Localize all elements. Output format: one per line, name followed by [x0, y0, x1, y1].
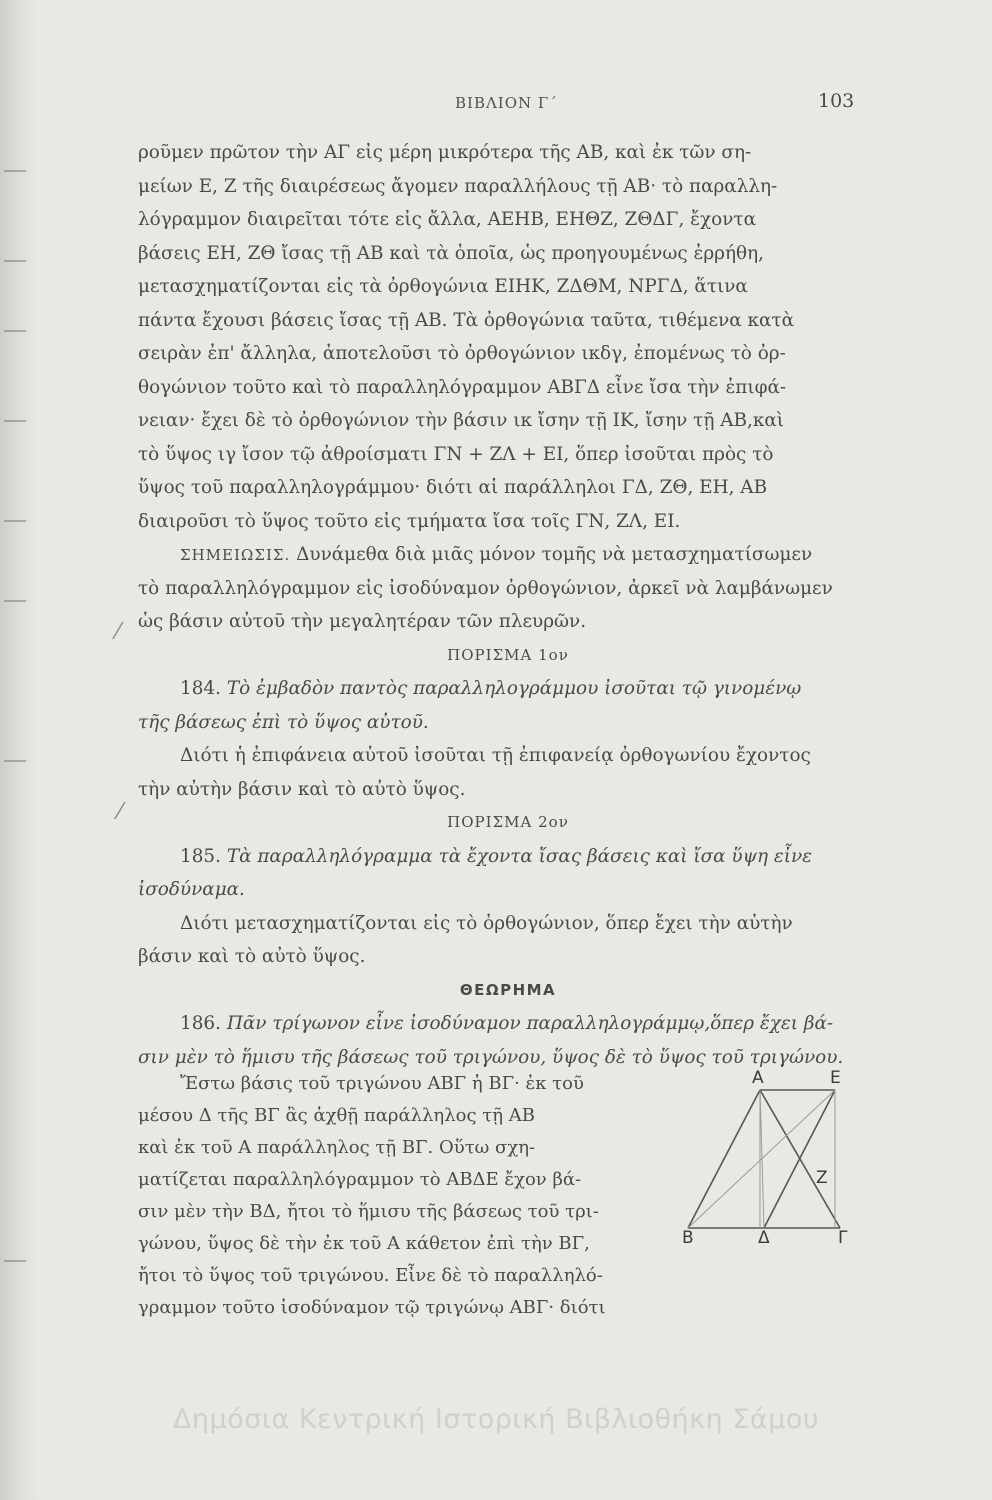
- diagonal-line: [760, 1090, 764, 1228]
- proof-line: βάσιν καὶ τὸ αὐτὸ ὕψος.: [138, 946, 366, 967]
- proof-line: καὶ ἐκ τοῦ Α παράλληλος τῇ ΒΓ. Οὕτω σχη-: [138, 1137, 536, 1158]
- library-watermark: Δημόσια Κεντρική Ιστορική Βιβλιοθήκη Σάμου: [172, 1404, 820, 1435]
- gutter-mark: [4, 170, 26, 172]
- page-header: [0, 90, 992, 118]
- theorem-heading: ΘΕΩΡΗΜΑ: [459, 980, 557, 999]
- main-text: [138, 136, 878, 1074]
- gutter-mark: [4, 600, 26, 602]
- point-label: Δ: [758, 1228, 770, 1248]
- gutter-mark: [4, 760, 26, 762]
- section-number: 184.: [180, 678, 221, 699]
- point-label: Α: [752, 1068, 764, 1088]
- side-ED: [764, 1090, 835, 1228]
- margin-pencil-mark: ⁄: [118, 800, 122, 825]
- point-label: Β: [682, 1228, 694, 1248]
- geometry-figure: [680, 1068, 890, 1298]
- text-line: τὸ ὕψος ιγ ἴσον τῷ ἀθροίσματι ΓΝ + ΖΛ + ΕΙ, ὅπερ ἰσοῦται πρὸς τὸ: [138, 443, 774, 465]
- text-line: ροῦμεν πρῶτον τὴν ΑΓ εἰς μέρη μικρότερα τῆς ΑΒ, καὶ ἐκ τῶν ση-: [138, 142, 752, 163]
- section-number: 185.: [180, 845, 221, 867]
- statement-line: τῆς βάσεως ἐπὶ τὸ ὕψος αὐτοῦ.: [138, 711, 429, 733]
- text-line: νειαν· ἔχει δὲ τὸ ὀρθογώνιον τὴν βάσιν ικ ἴσην τῇ ΙΚ, ἴσην τῇ ΑΒ,καὶ: [138, 410, 784, 431]
- section-number: 186.: [180, 1013, 221, 1034]
- note-label: ΣΗΜΕΙΩΣΙΣ.: [180, 546, 291, 564]
- proof-line: ματίζεται παραλληλόγραμμον τὸ ΑΒΔΕ ἔχον βά-: [138, 1169, 582, 1190]
- proof-line: τὴν αὐτὴν βάσιν καὶ τὸ αὐτὸ ὕψος.: [138, 778, 466, 800]
- page-gutter: [0, 0, 40, 1500]
- running-title: ΒΙΒΛΙΟΝ Γ΄: [455, 94, 558, 112]
- text-line: βάσεις ΕΗ, ΖΘ ἴσας τῇ ΑΒ καὶ τὰ ὁποῖα, ὡς προηγουμένως ἐρρήθη,: [138, 242, 764, 264]
- triangle-parallelogram-diagram: [680, 1068, 890, 1298]
- note-line: ὡς βάσιν αὐτοῦ τὴν μεγαλητέραν τῶν πλευρῶν.: [138, 611, 587, 632]
- statement-text: Τὰ παραλληλόγραμμα τὰ ἔχοντα ἴσας βάσεις καὶ ἴσα ὕψη εἶνε: [226, 845, 812, 867]
- proof-line: μέσου Δ τῆς ΒΓ ἂς ἀχθῇ παράλληλος τῇ ΑΒ: [138, 1105, 535, 1126]
- porisma-1-heading: ΠΟΡΙΣΜΑ 1ον: [447, 645, 569, 664]
- note-text: Δυνάμεθα διὰ μιᾶς μόνον τομῆς νὰ μετασχηματίσωμεν: [296, 544, 813, 565]
- text-line: σειρὰν ἐπ' ἄλληλα, ἀποτελοῦσι τὸ ὀρθογώνιον ικδγ, ἐπομένως τὸ ὀρ-: [138, 343, 786, 364]
- proof-line: Ἔστω βάσις τοῦ τριγώνου ΑΒΓ ἡ ΒΓ· ἐκ τοῦ: [180, 1073, 584, 1094]
- theorem-statement: [138, 1007, 878, 1041]
- text-line: διαιροῦσι τὸ ὕψος τοῦτο εἰς τμήματα ἴσα τοῖς ΓΝ, ΖΛ, ΕΙ.: [138, 510, 681, 532]
- text-line: μείων Ε, Ζ τῆς διαιρέσεως ἄγομεν παραλλήλους τῇ ΑΒ· τὸ παραλλη-: [138, 175, 778, 197]
- gutter-mark: [4, 520, 26, 522]
- statement-text: Πᾶν τρίγωνον εἶνε ἰσοδύναμον παραλληλογράμμῳ,ὅπερ ἔχει βά-: [226, 1013, 834, 1034]
- proof-line: Διότι μετασχηματίζονται εἰς τὸ ὀρθογώνιον, ὅπερ ἔχει τὴν αὐτὴν: [180, 912, 793, 934]
- text-line: μετασχηματίζονται εἰς τὰ ὀρθογώνια ΕΙΗΚ, ΖΔΘΜ, ΝΡΓΔ, ἅτινα: [138, 276, 748, 297]
- side-AB: [688, 1090, 760, 1228]
- statement-text: Τὸ ἐμβαδὸν παντὸς παραλληλογράμμου ἰσοῦται τῷ γινομένῳ: [226, 678, 802, 699]
- page-number: 103: [818, 90, 855, 112]
- gutter-mark: [4, 1260, 26, 1262]
- note-line: τὸ παραλληλόγραμμον εἰς ἰσοδύναμον ὀρθογώνιον, ἀρκεῖ νὰ λαμβάνωμεν: [138, 577, 833, 599]
- proof-line: σιν μὲν τὴν ΒΔ, ἤτοι τὸ ἥμισυ τῆς βάσεως τοῦ τρι-: [138, 1201, 599, 1222]
- gutter-mark: [4, 260, 26, 262]
- statement-line: σιν μὲν τὸ ἥμισυ τῆς βάσεως τοῦ τριγώνου, ὕψος δὲ τὸ ὕψος τοῦ τριγώνου.: [138, 1046, 844, 1068]
- porisma-1-statement: [138, 672, 878, 706]
- point-label: Γ: [838, 1228, 848, 1248]
- proof-line: γραμμον τοῦτο ἰσοδύναμον τῷ τριγώνῳ ΑΒΓ· διότι: [138, 1297, 606, 1318]
- margin-pencil-mark: ⁄: [116, 620, 120, 645]
- theorem-proof: [138, 1068, 658, 1324]
- porisma-2-statement: [138, 840, 878, 874]
- text-line: ὕψος τοῦ παραλληλογράμμου· διότι αἱ παράλληλοι ΓΔ, ΖΘ, ΕΗ, ΑΒ: [138, 477, 768, 498]
- text-line: θογώνιον τοῦτο καὶ τὸ παραλληλόγραμμον ΑΒΓΔ εἶνε ἴσα τὴν ἐπιφά-: [138, 376, 787, 398]
- note-line: [138, 538, 878, 572]
- proof-line: ἤτοι τὸ ὕψος τοῦ τριγώνου. Εἶνε δὲ τὸ παραλληλό-: [138, 1265, 603, 1286]
- gutter-mark: [4, 330, 26, 332]
- gutter-mark: [4, 420, 26, 422]
- proof-line: Διότι ἡ ἐπιφάνεια αὐτοῦ ἰσοῦται τῇ ἐπιφανείᾳ ὀρθογωνίου ἔχοντος: [180, 745, 811, 766]
- porisma-2-heading: ΠΟΡΙΣΜΑ 2ον: [447, 813, 569, 831]
- text-line: πάντα ἔχουσι βάσεις ἴσας τῇ ΑΒ. Τὰ ὀρθογώνια ταῦτα, τιθέμενα κατὰ: [138, 309, 795, 331]
- text-line: λόγραμμον διαιρεῖται τότε εἰς ἄλλα, ΑΕΗΒ, ΕΗΘΖ, ΖΘΔΓ, ἔχοντα: [138, 209, 756, 230]
- point-label: Ζ: [816, 1168, 828, 1188]
- proof-line: γώνου, ὕψος δὲ τὴν ἐκ τοῦ Α κάθετον ἐπὶ τὴν ΒΓ,: [138, 1233, 590, 1254]
- point-label: Ε: [830, 1068, 841, 1088]
- statement-line: ἰσοδύναμα.: [138, 879, 245, 900]
